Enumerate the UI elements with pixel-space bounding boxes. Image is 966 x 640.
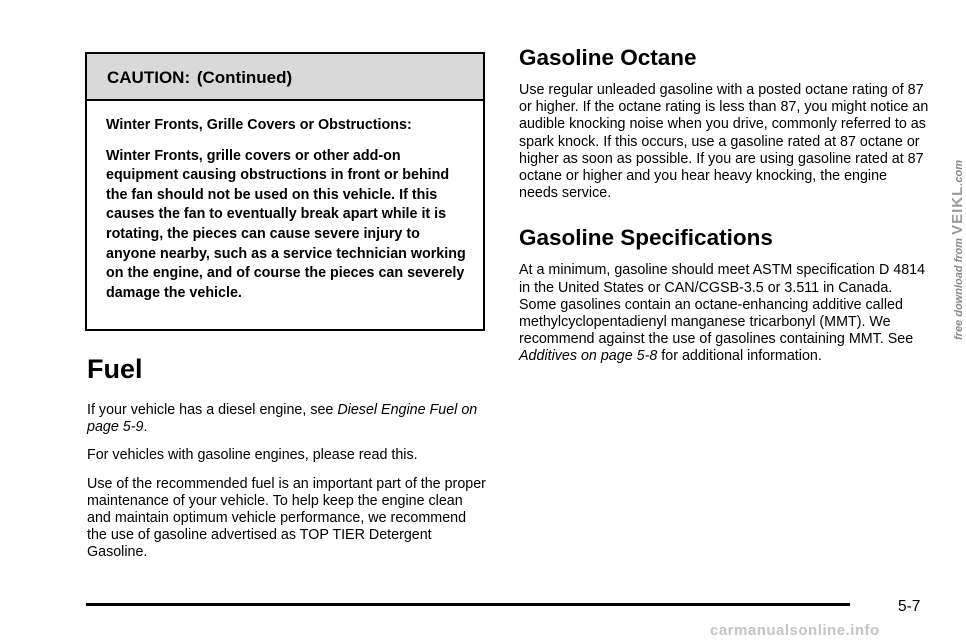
caution-box (85, 52, 485, 331)
fuel-heading: Fuel (87, 354, 143, 384)
caution-text: Winter Fronts, grille covers or other add-on equipment causing obstructions in front or behind the fan should not be used on this vehicle. If this causes the fan to eventually break apart while it is rotating, the pieces can cause severe injury to anyone nearby, such as a service technician working on the engine, and of course the pieces can severely damage the vehicle. (106, 147, 466, 301)
footer-rule (86, 603, 850, 606)
octane-heading: Gasoline Octane (519, 45, 697, 70)
watermark: free download from VEIKL.com (949, 160, 966, 340)
page-number: 5-7 (898, 598, 921, 615)
fuel-recommended-paragraph: Use of the recommended fuel is an important part of the proper maintenance of your vehicle. To help keep the engine clean and maintain optimum vehicle performance, we recommend the use of gasoline advertised as TOP TIER Detergent Gasoline. (87, 475, 486, 561)
watermark-brand: VEIKL (949, 185, 966, 235)
caution-subheading: Winter Fronts, Grille Covers or Obstructions: (106, 117, 412, 133)
diesel-fuel-link[interactable]: Diesel Engine Fuel on page 5-9 (87, 402, 478, 436)
right-column (519, 44, 929, 377)
caution-body (87, 101, 483, 303)
site-watermark: carmanualsonline.info (710, 622, 880, 639)
octane-paragraph: Use regular unleaded gasoline with a posted octane rating of 87 or higher. If the octane rating is less than 87, you might notice an audible knocking noise when you drive, commonly referred to as spark knock. If this occurs, use a gasoline rated at 87 octane or higher as soon as possible. If you are using gasoline rated at 87 octane or higher and you hear heavy knocking, the engine needs service. (519, 82, 929, 202)
fuel-gasoline-paragraph: For vehicles with gasoline engines, please read this. (87, 447, 418, 464)
specifications-paragraph: At a minimum, gasoline should meet ASTM specification D 4814 in the United States or CAN/CGSB-3.5 or 3.511 in Canada. Some gasolines contain an octane-enhancing additive called methylcyclopentadienyl manganese tricarbonyl (MMT). We recommend against the use of gasolines containing MMT. See Additives on page 5-8 for additional information. (519, 262, 926, 365)
fuel-diesel-paragraph: If your vehicle has a diesel engine, see Diesel Engine Fuel on page 5-9. (87, 402, 478, 436)
specifications-heading: Gasoline Specifications (519, 225, 773, 251)
caution-title: CAUTION: (Continued) (87, 54, 483, 101)
left-column (87, 352, 489, 573)
additives-link[interactable]: Additives on page 5-8 (519, 348, 658, 365)
